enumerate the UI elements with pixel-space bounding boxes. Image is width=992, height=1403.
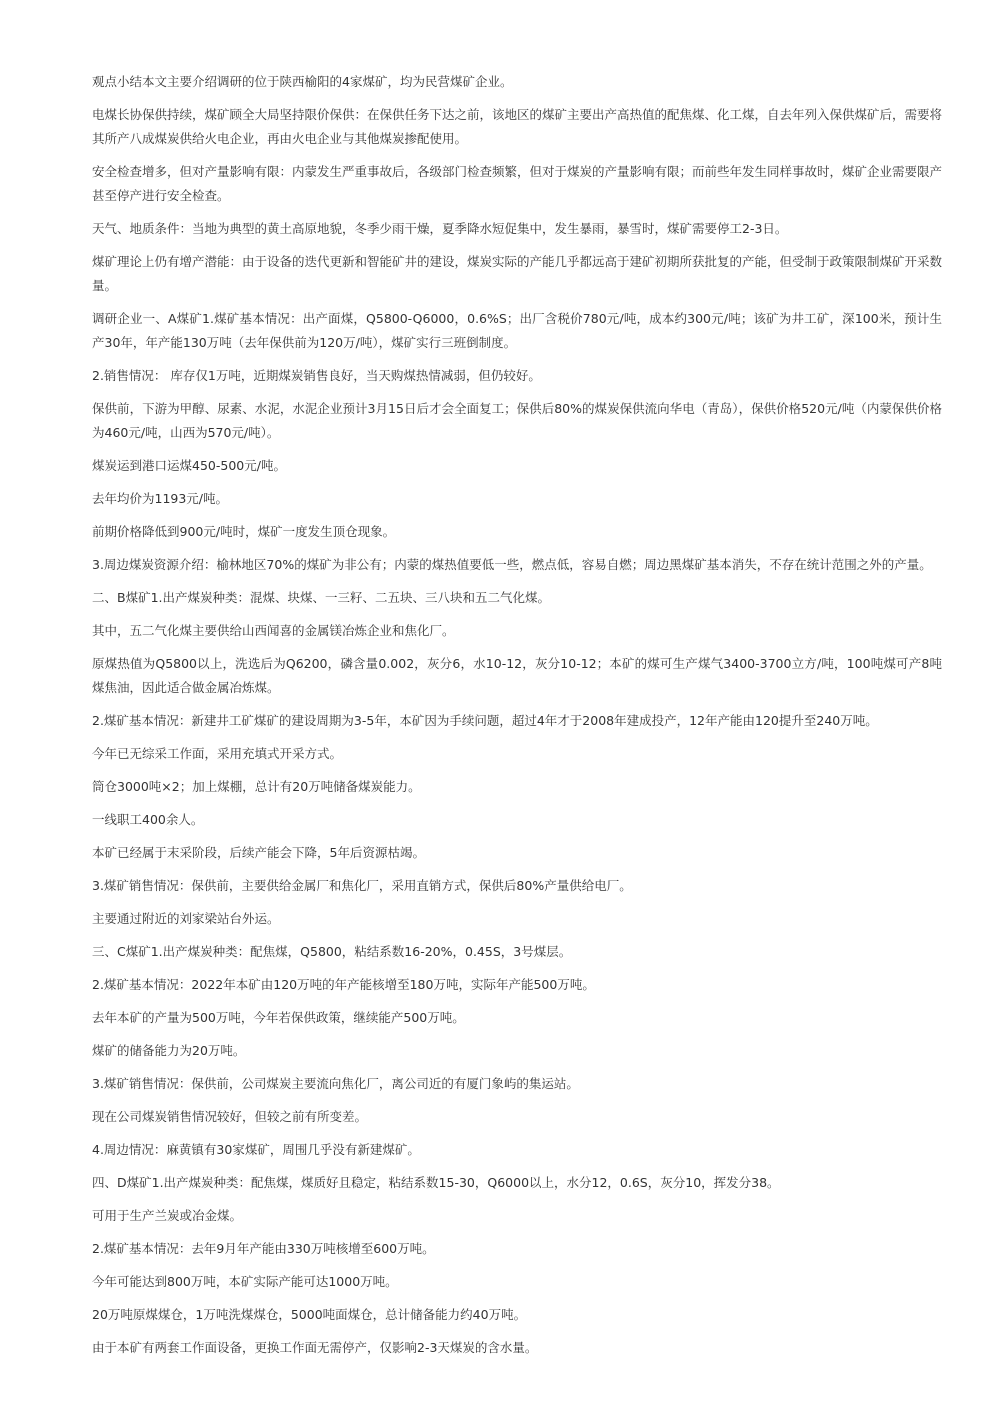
paragraph-mine-b-sales: 3.煤矿销售情况：保供前，主要供给金属厂和焦化厂，采用直销方式，保供后80%产量供给电厂。 <box>92 878 632 893</box>
paragraph-mine-a-avg-price: 去年均价为1193元/吨。 <box>92 491 229 506</box>
paragraph-mine-b-quality: 原煤热值为Q5800以上，洗选后为Q6200，磷含量0.002，灰分6，水10-12，灰分10-12；本矿的煤可生产煤气3400-3700立方/吨，100吨煤可产8吨煤焦油，因此适合做金属冶炼煤。 <box>92 656 942 695</box>
paragraph-weather-geology: 天气、地质条件：当地为典型的黄土高原地貌，冬季少雨干燥，夏季降水短促集中，发生暴雨，暴雪时，煤矿需要停工2-3日。 <box>92 221 788 236</box>
paragraph-mine-b-mining-method: 今年已无综采工作面，采用充填式开采方式。 <box>92 746 343 761</box>
paragraph-mine-a-port-freight: 煤炭运到港口运煤450-500元/吨。 <box>92 458 286 473</box>
paragraph-mine-c-surrounding: 4.周边情况：麻黄镇有30家煤矿，周围几乎没有新建煤矿。 <box>92 1142 420 1157</box>
paragraph-mine-d-equipment: 由于本矿有两套工作面设备，更换工作面无需停产，仅影响2-3天煤炭的含水量。 <box>92 1340 538 1355</box>
paragraph-mine-d-usage: 可用于生产兰炭或冶金煤。 <box>92 1208 243 1223</box>
paragraph-contract-supply: 电煤长协保供持续，煤矿顾全大局坚持限价保供：在保供任务下达之前，该地区的煤矿主要出产高热值的配焦煤、化工煤，自去年列入保供煤矿后，需要将其所产八成煤炭供给火电企业，再由火电企业与其他煤炭掺配使用。 <box>92 107 943 146</box>
paragraph-mine-c-sales: 3.煤矿销售情况：保供前，公司煤炭主要流向焦化厂，离公司近的有厦门象屿的集运站。 <box>92 1076 579 1091</box>
paragraph-mine-b-transport: 主要通过附近的刘家梁站台外运。 <box>92 911 280 926</box>
paragraph-mine-c-types: 三、C煤矿1.出产煤炭种类：配焦煤，Q5800，粘结系数16-20%，0.45S，3号煤层。 <box>92 944 572 959</box>
paragraph-mine-d-basic: 2.煤矿基本情况：去年9月年产能由330万吨核增至600万吨。 <box>92 1241 435 1256</box>
paragraph-mine-d-forecast: 今年可能达到800万吨，本矿实际产能可达1000万吨。 <box>92 1274 398 1289</box>
document-body <box>92 70 942 1369</box>
paragraph-mine-a-basic: 调研企业一、A煤矿1.煤矿基本情况：出产面煤，Q5800-Q6000，0.6%S；出厂含税价780元/吨，成本约300元/吨；该矿为井工矿，深100米，预计生产30年，年产能130万吨（去年保供前为120万/吨），煤矿实行三班倒制度。 <box>92 311 942 350</box>
paragraph-mine-b-gasification: 其中，五二气化煤主要供给山西闻喜的金属镁冶炼企业和焦化厂。 <box>92 623 455 638</box>
paragraph-mine-a-price-drop: 前期价格降低到900元/吨时，煤矿一度发生顶仓现象。 <box>92 524 396 539</box>
paragraph-mine-d-types: 四、D煤矿1.出产煤炭种类：配焦煤，煤质好且稳定，粘结系数15-30，Q6000以上，水分12，0.6S，灰分10，挥发分38。 <box>92 1175 780 1190</box>
paragraph-mine-c-output: 去年本矿的产量为500万吨，今年若保供政策，继续能产500万吨。 <box>92 1010 465 1025</box>
paragraph-mine-c-storage: 煤矿的储备能力为20万吨。 <box>92 1043 246 1058</box>
paragraph-mine-a-surrounding: 3.周边煤炭资源介绍：榆林地区70%的煤矿为非公有；内蒙的煤热值要低一些，燃点低，容易自燃；周边黑煤矿基本消失，不存在统计范围之外的产量。 <box>92 557 932 572</box>
paragraph-summary: 观点小结本文主要介绍调研的位于陕西榆阳的4家煤矿，均为民营煤矿企业。 <box>92 74 513 89</box>
paragraph-mine-b-storage: 筒仓3000吨×2；加上煤棚，总计有20万吨储备煤炭能力。 <box>92 779 421 794</box>
paragraph-production-potential: 煤矿理论上仍有增产潜能：由于设备的迭代更新和智能矿井的建设，煤炭实际的产能几乎都远高于建矿初期所获批复的产能，但受制于政策限制煤矿开采数量。 <box>92 254 943 293</box>
paragraph-mine-c-sales-status: 现在公司煤炭销售情况较好，但较之前有所变差。 <box>92 1109 368 1124</box>
paragraph-mine-a-sales: 2.销售情况： 库存仅1万吨，近期煤炭销售良好，当天购煤热情减弱，但仍较好。 <box>92 368 541 383</box>
paragraph-mine-b-basic: 2.煤矿基本情况：新建井工矿煤矿的建设周期为3-5年，本矿因为手续问题，超过4年才于2008年建成投产，12年产能由120提升至240万吨。 <box>92 713 878 728</box>
paragraph-mine-c-basic: 2.煤矿基本情况：2022年本矿由120万吨的年产能核增至180万吨，实际年产能500万吨。 <box>92 977 595 992</box>
paragraph-mine-a-downstream: 保供前，下游为甲醇、尿素、水泥，水泥企业预计3月15日后才会全面复工；保供后80%的煤炭保供流向华电（青岛），保供价格520元/吨（内蒙保供价格为460元/吨，山西为570元/吨）。 <box>92 401 942 440</box>
paragraph-mine-d-storage: 20万吨原煤煤仓，1万吨洗煤煤仓，5000吨面煤仓，总计储备能力约40万吨。 <box>92 1307 527 1322</box>
paragraph-mine-b-types: 二、B煤矿1.出产煤炭种类：混煤、块煤、一三籽、二五块、三八块和五二气化煤。 <box>92 590 551 605</box>
paragraph-mine-b-depletion: 本矿已经属于末采阶段，后续产能会下降，5年后资源枯竭。 <box>92 845 425 860</box>
paragraph-safety-inspection: 安全检查增多，但对产量影响有限：内蒙发生严重事故后，各级部门检查频繁，但对于煤炭的产量影响有限；而前些年发生同样事故时，煤矿企业需要限产甚至停产进行安全检查。 <box>92 164 943 203</box>
paragraph-mine-b-workers: 一线职工400余人。 <box>92 812 204 827</box>
